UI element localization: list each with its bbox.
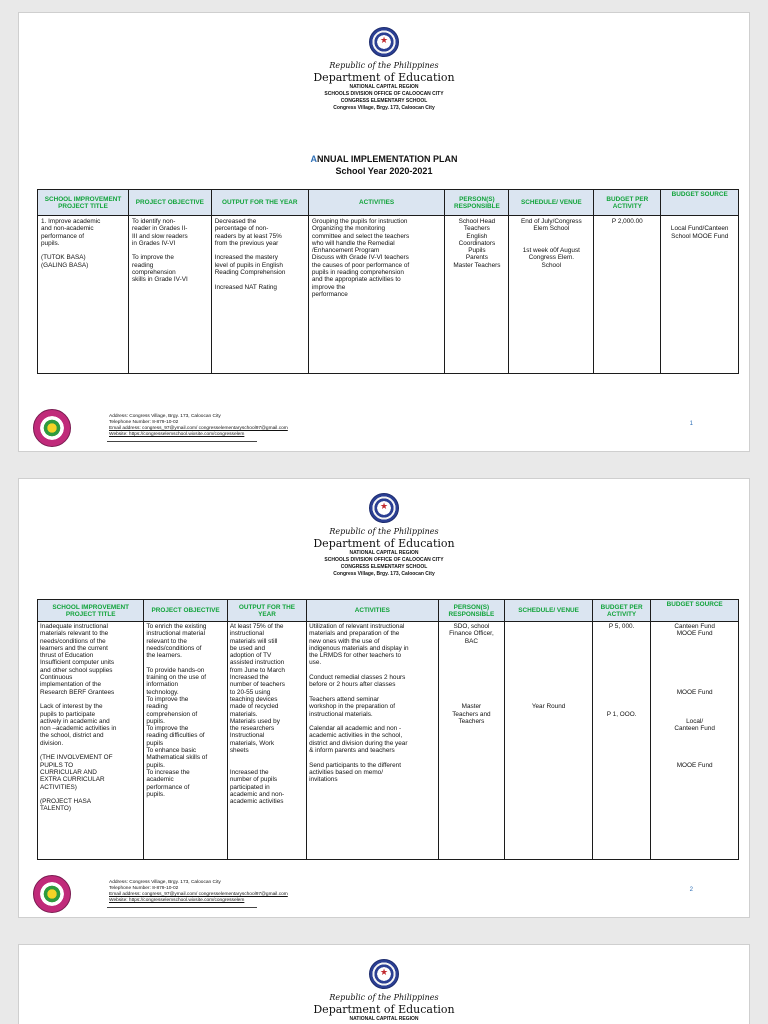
letterhead (19, 959, 749, 1023)
header-budget: BUDGET PER ACTIVITY (594, 190, 661, 216)
address-line: Congress Village, Brgy. 173, Caloocan City (333, 571, 435, 577)
address-line: Congress Village, Brgy. 173, Caloocan City (333, 105, 435, 111)
footer-address: Address: Congress Village, Brgy. 173, Caloocan City (109, 880, 221, 885)
title-first-letter: A (310, 154, 317, 164)
footer-email-link[interactable]: Email address: congress_97@ymail.com/ congresselementaryschool97@gmail.com (109, 892, 288, 897)
cell-source: Local Fund/Canteen School MOOE Fund (661, 216, 739, 374)
header-output: OUTPUT FOR THE YEAR (211, 190, 308, 216)
page-number: 1 (689, 421, 693, 427)
footer-telephone: Telephone Number: 8-879-10-02 (109, 886, 179, 891)
page-footer (33, 409, 737, 445)
implementation-plan-table (37, 189, 739, 374)
department-line: Department of Education (313, 1003, 455, 1016)
document-page-1 (18, 12, 750, 452)
region-line: NATIONAL CAPITAL REGION (349, 550, 419, 556)
page-number: 2 (689, 887, 693, 893)
cell-activities: Utilization of relevant instructional materials and preparation of the new ones with the use of indigenous materials and display in the LRMDS for other teachers to use. Conduct remedial classes 2 hours before or 2 hours after classes Teachers attend seminar workshop in the preparation of instructional materials. Calendar all academic and non - academic activities in the school, district and division during the year & inform parents and teachers Send participants to the different activities based on memo/ invitations (307, 622, 438, 860)
footer-website-link[interactable]: Website: https://congresselemschool.wixsite.com/congresselem (109, 898, 245, 903)
document-page-3 (18, 944, 750, 1024)
school-line: CONGRESS ELEMENTARY SCHOOL (340, 98, 428, 104)
header-objective: PROJECT OBJECTIVE (144, 600, 227, 622)
footer-divider (107, 907, 257, 908)
table-header-row (38, 600, 739, 622)
header-budget: BUDGET PER ACTIVITY (592, 600, 650, 622)
deped-seal-icon: ★ (369, 493, 399, 523)
cell-budget: P 2,000.00 (594, 216, 661, 374)
footer-address: Address: Congress Village, Brgy. 173, Caloocan City (109, 414, 221, 419)
department-line: Department of Education (313, 537, 455, 550)
republic-line: Republic of the Philippines (329, 527, 439, 536)
cell-objective: To identify non- reader in Grades II- III and slow readers in Grades IV-VI To improve the reading comprehension skills in Grade IV-VI (128, 216, 211, 374)
title-rest: NNUAL IMPLEMENTATION PLAN (317, 154, 458, 164)
cell-persons: SDO, school Finance Officer, BAC Master Teachers and Teachers (438, 622, 505, 860)
cell-schedule: End of July/Congress Elem School 1st week o0f August Congress Elem. School (509, 216, 594, 374)
school-logo-icon (33, 409, 71, 447)
header-persons: PERSON(S) RESPONSIBLE (445, 190, 509, 216)
cell-objective: To enrich the existing instructional material relevant to the needs/conditions of the learners. To provide hands-on training on the use of information technology. To improve the reading comprehension of pupils. To improve the reading difficulties of pupils To enhance basic Mathematical skills of pupils. To increase the academic performance of pupils. (144, 622, 227, 860)
footer-contact (109, 880, 288, 904)
region-line: NATIONAL CAPITAL REGION (349, 1016, 419, 1022)
footer-email-link[interactable]: Email address: congress_97@ymail.com/ congresselementaryschool97@gmail.com (109, 426, 288, 431)
letterhead (19, 27, 749, 112)
header-project-title: SCHOOL IMPROVEMENT PROJECT TITLE (38, 600, 144, 622)
cell-persons: School Head Teachers English Coordinators Pupils Parents Master Teachers (445, 216, 509, 374)
plan-title (19, 153, 749, 177)
department-line: Department of Education (313, 71, 455, 84)
cell-output: Decreased the percentage of non- readers by at least 75% from the previous year Increased the mastery level of pupils in English Reading Comprehension Increased NAT Rating (211, 216, 308, 374)
deped-seal-icon: ★ (369, 959, 399, 989)
cell-project-title: 1. Improve academic and non-academic performance of pupils. (TUTOK BASA) (GALING BASA) (38, 216, 129, 374)
footer-contact (109, 414, 288, 438)
region-line: NATIONAL CAPITAL REGION (349, 84, 419, 90)
republic-line: Republic of the Philippines (329, 61, 439, 70)
footer-telephone: Telephone Number: 8-879-10-02 (109, 420, 179, 425)
cell-project-title: Inadequate instructional materials relevant to the needs/conditions of the learners and the current thrust of Education Insufficient computer units and other school supplies Continuous implementation of the Research BERF Grantees Lack of interest by the pupils to participate actively in academic and non –academic activities in the school, district and division. (THE INVOLVEMENT OF PUPILS TO CURRICULAR AND EXTRA CURRICULAR ACTIVITIES) (PROJECT HASA TALENTO) (38, 622, 144, 860)
header-schedule: SCHEDULE/ VENUE (505, 600, 593, 622)
school-year: School Year 2020-2021 (335, 166, 433, 176)
table-header-row (38, 190, 739, 216)
footer-divider (107, 441, 257, 442)
header-persons: PERSON(S) RESPONSIBLE (438, 600, 505, 622)
cell-budget: P 5, 000. P 1, OOO. (592, 622, 650, 860)
header-source: BUDGET SOURCE (651, 600, 739, 622)
school-logo-icon (33, 875, 71, 913)
header-project-title: SCHOOL IMPROVEMENT PROJECT TITLE (38, 190, 129, 216)
cell-output: At least 75% of the instructional materials will still be used and adoption of TV assisted instruction from June to March Increased the number of teachers to 20-55 using teaching devices made of recycled materials. Materials used by the researchers Instructional materials, Work sheets Increased the number of pupils participated in academic and non- academic activities (227, 622, 306, 860)
deped-seal-icon: ★ (369, 27, 399, 57)
cell-source: Canteen Fund MOOE Fund MOOE Fund Local/ Canteen Fund MOOE Fund (651, 622, 739, 860)
header-activities: ACTIVITIES (308, 190, 444, 216)
republic-line: Republic of the Philippines (329, 993, 439, 1002)
table-row (38, 216, 739, 374)
implementation-plan-table (37, 599, 739, 860)
school-line: CONGRESS ELEMENTARY SCHOOL (340, 564, 428, 570)
division-line: SCHOOLS DIVISION OFFICE OF CALOOCAN CITY (324, 91, 444, 97)
letterhead (19, 493, 749, 578)
header-output: OUTPUT FOR THE YEAR (227, 600, 306, 622)
header-objective: PROJECT OBJECTIVE (128, 190, 211, 216)
cell-activities: Grouping the pupils for instruction Organizing the monitoring committee and select the teachers who will handle the Remedial /Enhancement Program Discuss with Grade IV-VI teachers the causes of poor performance of pupils in reading comprehension and the appropriate activities to improve the performance (308, 216, 444, 374)
cell-schedule: Year Round (505, 622, 593, 860)
page-footer (33, 875, 737, 911)
header-activities: ACTIVITIES (307, 600, 438, 622)
table-row (38, 622, 739, 860)
header-schedule: SCHEDULE/ VENUE (509, 190, 594, 216)
footer-website-link[interactable]: Website: https://congresselemschool.wixsite.com/congresselem (109, 432, 245, 437)
document-page-2 (18, 478, 750, 918)
header-source: BUDGET SOURCE (661, 190, 739, 216)
division-line: SCHOOLS DIVISION OFFICE OF CALOOCAN CITY (324, 557, 444, 563)
